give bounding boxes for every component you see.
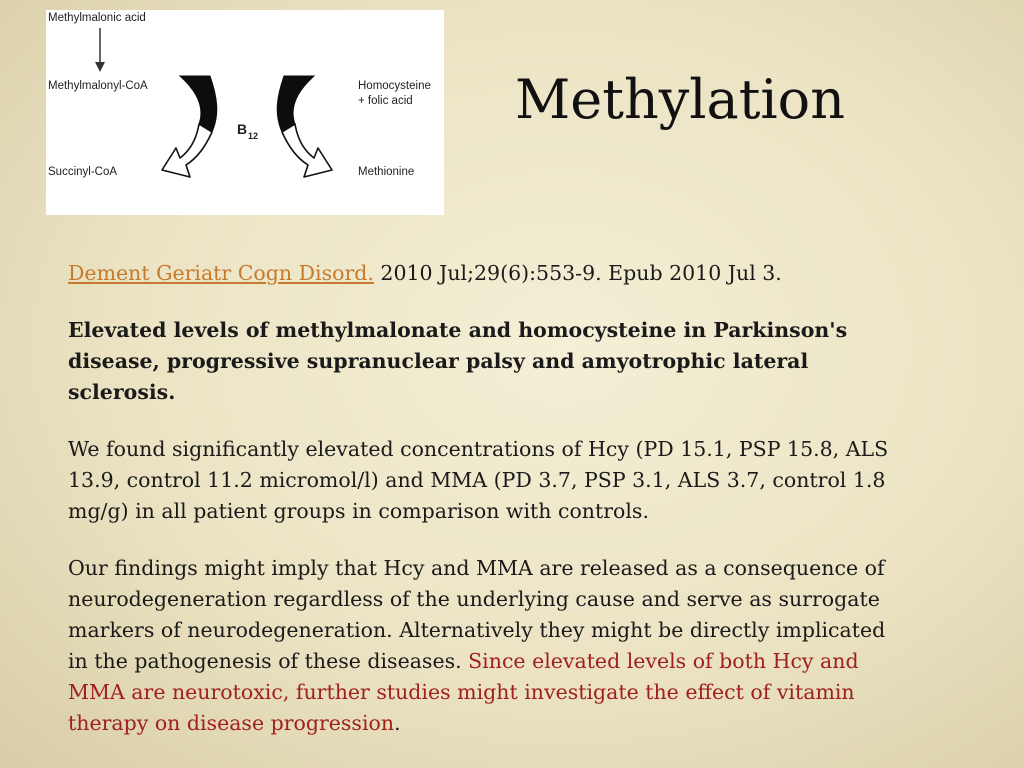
label-succinyl-coa: Succinyl-CoA: [48, 166, 118, 178]
journal-link[interactable]: Dement Geriatr Cogn Disord.: [68, 261, 374, 285]
label-methylmalonic-acid: Methylmalonic acid: [48, 12, 146, 24]
findings-paragraph: We found significantly elevated concentrations of Hcy (PD 15.1, PSP 15.8, ALS 13.9, control 11.2 micromol/l) and MMA (PD 3.7, PSP 3.1, ALS 3.7, control 1.8 mg/g) in all patient groups in comparison with controls.: [68, 437, 889, 523]
label-folic-acid: + folic acid: [358, 95, 413, 107]
down-arrow-head: [95, 62, 105, 72]
slide-title: Methylation: [515, 68, 845, 131]
right-curved-arrow-icon: [277, 76, 332, 177]
slide-content: [68, 258, 908, 765]
left-curved-arrow-icon: [162, 76, 217, 177]
citation: [68, 258, 908, 289]
conclusion-highlight: Since elevated levels of both Hcy and MMA are neurotoxic, further studies might investigate the effect of vitamin therapy on disease progression: [68, 649, 859, 735]
b12-pathway-diagram: [46, 10, 444, 215]
label-homocysteine: Homocysteine: [358, 80, 431, 92]
pathway-svg: [46, 10, 444, 215]
citation-details: 2010 Jul;29(6):553-9. Epub 2010 Jul 3.: [373, 261, 782, 285]
b12-label: B: [237, 121, 248, 137]
label-methylmalonyl-coa: Methylmalonyl-CoA: [48, 80, 148, 92]
b12-subscript: 12: [248, 131, 259, 141]
conclusion-end: .: [394, 711, 401, 735]
conclusion-text: Our findings might imply that Hcy and MMA are released as a consequence of neurodegeneration regardless of the underlying cause and serve as surrogate markers of neurodegeneration. Alternatively they might be directly implicated in the pathogenesis of these diseases.: [68, 556, 886, 673]
article-title: Elevated levels of methylmalonate and homocysteine in Parkinson's disease, progressive supranuclear palsy and amyotrophic lateral sclerosis.: [68, 318, 848, 404]
conclusion-paragraph: [68, 553, 908, 739]
label-methionine: Methionine: [358, 166, 415, 178]
